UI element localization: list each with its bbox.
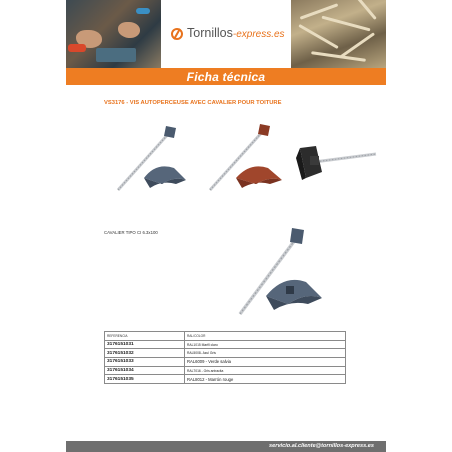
footer-bar (66, 441, 386, 452)
datasheet-page (66, 0, 386, 452)
header-reference: REFERENCIA (105, 332, 185, 341)
brand-name: Tornillos (187, 26, 233, 40)
row-reference: 3176151032 (105, 349, 185, 358)
header-banner (66, 0, 386, 68)
product-image-blue (104, 118, 194, 198)
row-reference: 3176151034 (105, 366, 185, 375)
table-row (105, 349, 346, 358)
table-row (105, 366, 346, 375)
table-header-row (105, 332, 346, 341)
screw-logo-icon (171, 28, 183, 40)
row-reference: 3176151033 (105, 358, 185, 367)
product-image-main (222, 222, 332, 322)
brand-name-accent: -express.es (232, 29, 285, 40)
row-color: RAL1015 Marfil claro (185, 340, 346, 349)
table-row (105, 340, 346, 349)
header-color: RAL/COLOR (185, 332, 346, 341)
table-row (105, 375, 346, 384)
row-color: RAL6009 - Verde salvia (185, 358, 346, 367)
workshop-photo (66, 0, 161, 68)
page-title-bar (66, 68, 386, 85)
reference-table (104, 331, 346, 384)
row-color: RAL7016 - Gris antracita (185, 366, 346, 375)
product-caption: CAVALIER TIPO CI 6.3x100 (104, 230, 158, 235)
brand-logo[interactable] (161, 0, 291, 68)
product-image-brown (200, 118, 290, 198)
screws-photo (291, 0, 386, 68)
row-color: RAL5008- Azul Gris (185, 349, 346, 358)
product-title: VS3176 - VIS AUTOPERCEUSE AVEC CAVALIER POUR TOITURE (104, 100, 282, 106)
row-reference: 3176151035 (105, 375, 185, 384)
page-title: Ficha técnica (186, 69, 266, 84)
row-reference: 3176151031 (105, 340, 185, 349)
table-row (105, 358, 346, 367)
product-image-black (292, 118, 382, 198)
contact-email-link[interactable]: servicio.al.cliente@tornillos-express.es (269, 443, 374, 449)
row-color: RAL8012 - Marrón rouge (185, 375, 346, 384)
